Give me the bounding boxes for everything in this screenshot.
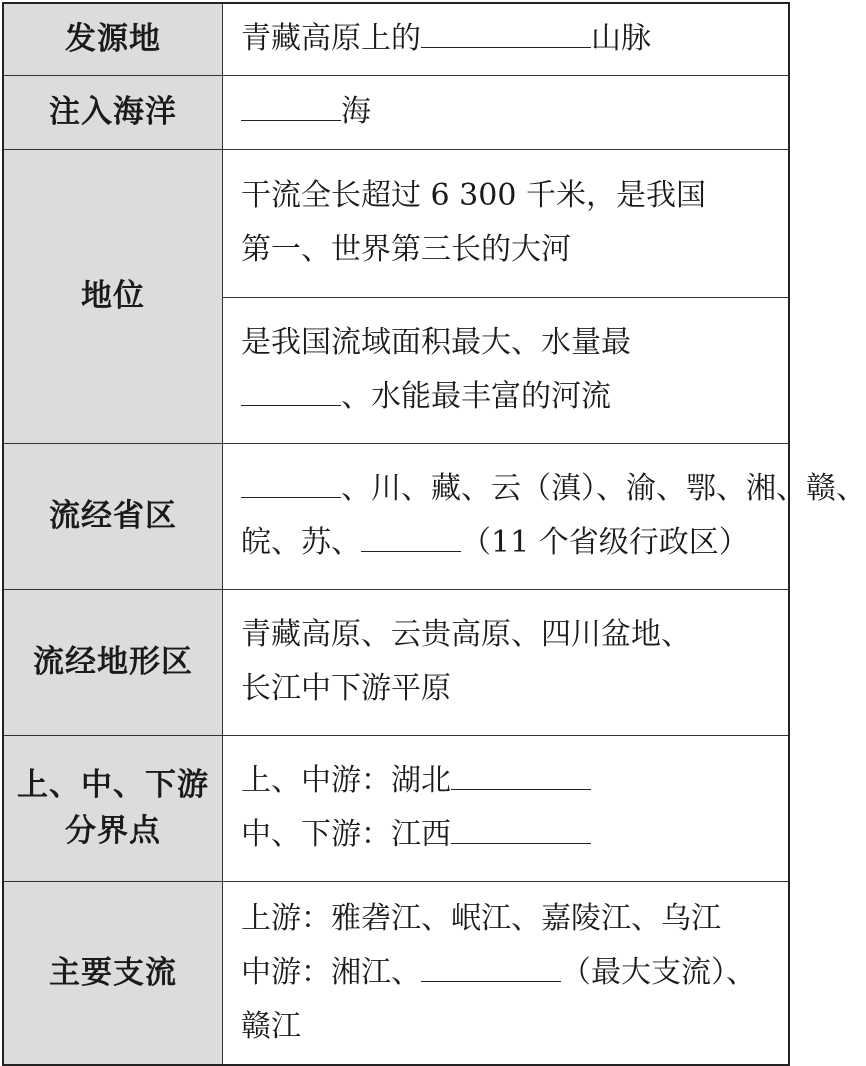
source-text-before: 青藏高原上的 [241, 21, 421, 57]
provinces-line2-before: 皖、苏、 [241, 525, 361, 560]
provinces-line1 [241, 462, 866, 516]
value-source [223, 3, 790, 75]
label-status: 地位 [3, 149, 223, 443]
row-tributaries [3, 881, 789, 1065]
row-source [3, 3, 789, 75]
tributaries-line2-before: 中游：湘江、 [241, 954, 421, 990]
status-cell2-line2 [241, 370, 778, 424]
label-sea: 注入海洋 [3, 75, 223, 149]
value-status-2 [223, 297, 790, 443]
value-provinces [223, 443, 866, 589]
status-cell2-line1: 是我国流域面积最大、水量最 [241, 325, 631, 360]
status-cell1-line1: 干流全长超过 6 300 千米，是我国 [241, 178, 706, 213]
label-boundary [3, 735, 223, 881]
provinces-line2-after: （11 个省级行政区） [461, 525, 749, 560]
yangtze-river-table [2, 2, 866, 1066]
provinces-line2 [241, 516, 778, 570]
terrain-line1: 青藏高原、云贵高原、四川盆地、 [241, 617, 691, 652]
value-tributaries [223, 881, 790, 1065]
source-text-after: 山脉 [591, 21, 651, 57]
boundary-line2 [241, 808, 778, 862]
label-provinces: 流经省区 [3, 443, 223, 589]
value-sea [223, 75, 790, 149]
row-sea [3, 75, 789, 149]
blank-sea[interactable] [241, 90, 341, 121]
blank-boundary-upper[interactable] [451, 759, 591, 790]
boundary-line1-before: 上、中游：湖北 [241, 763, 451, 798]
sea-text-after: 海 [341, 94, 371, 129]
boundary-label-line1: 上、中、下游 [17, 767, 209, 803]
value-terrain [223, 589, 790, 735]
boundary-label-line2: 分界点 [65, 813, 161, 849]
tributaries-line2-after: （最大支流）、 [561, 954, 756, 990]
boundary-line2-before: 中、下游：江西 [241, 817, 451, 852]
blank-water-volume[interactable] [241, 375, 341, 406]
value-status-1 [223, 149, 790, 297]
status-cell1-line2: 第一、世界第三长的大河 [241, 232, 571, 267]
label-terrain: 流经地形区 [3, 589, 223, 735]
row-status-1 [3, 149, 789, 297]
blank-source-mountain[interactable] [421, 17, 591, 48]
blank-province-2[interactable] [361, 521, 461, 552]
row-terrain [3, 589, 789, 735]
boundary-line1 [241, 754, 778, 808]
row-provinces [3, 443, 789, 589]
status-cell2-line2-after: 、水能最丰富的河流 [341, 379, 611, 414]
row-boundary [3, 735, 789, 881]
tributaries-line2 [241, 946, 778, 1000]
tributaries-line1: 上游：雅砻江、岷江、嘉陵江、乌江 [241, 900, 721, 936]
terrain-line2: 长江中下游平原 [241, 671, 451, 706]
blank-boundary-lower[interactable] [451, 813, 591, 844]
tributaries-line3: 赣江 [241, 1008, 301, 1044]
blank-largest-tributary[interactable] [421, 951, 561, 982]
provinces-line1-after: 、川、藏、云（滇）、渝、鄂、湘、赣、 [341, 471, 866, 506]
label-tributaries: 主要支流 [3, 881, 223, 1065]
value-boundary [223, 735, 790, 881]
label-source: 发源地 [3, 3, 223, 75]
blank-province-1[interactable] [241, 467, 341, 498]
